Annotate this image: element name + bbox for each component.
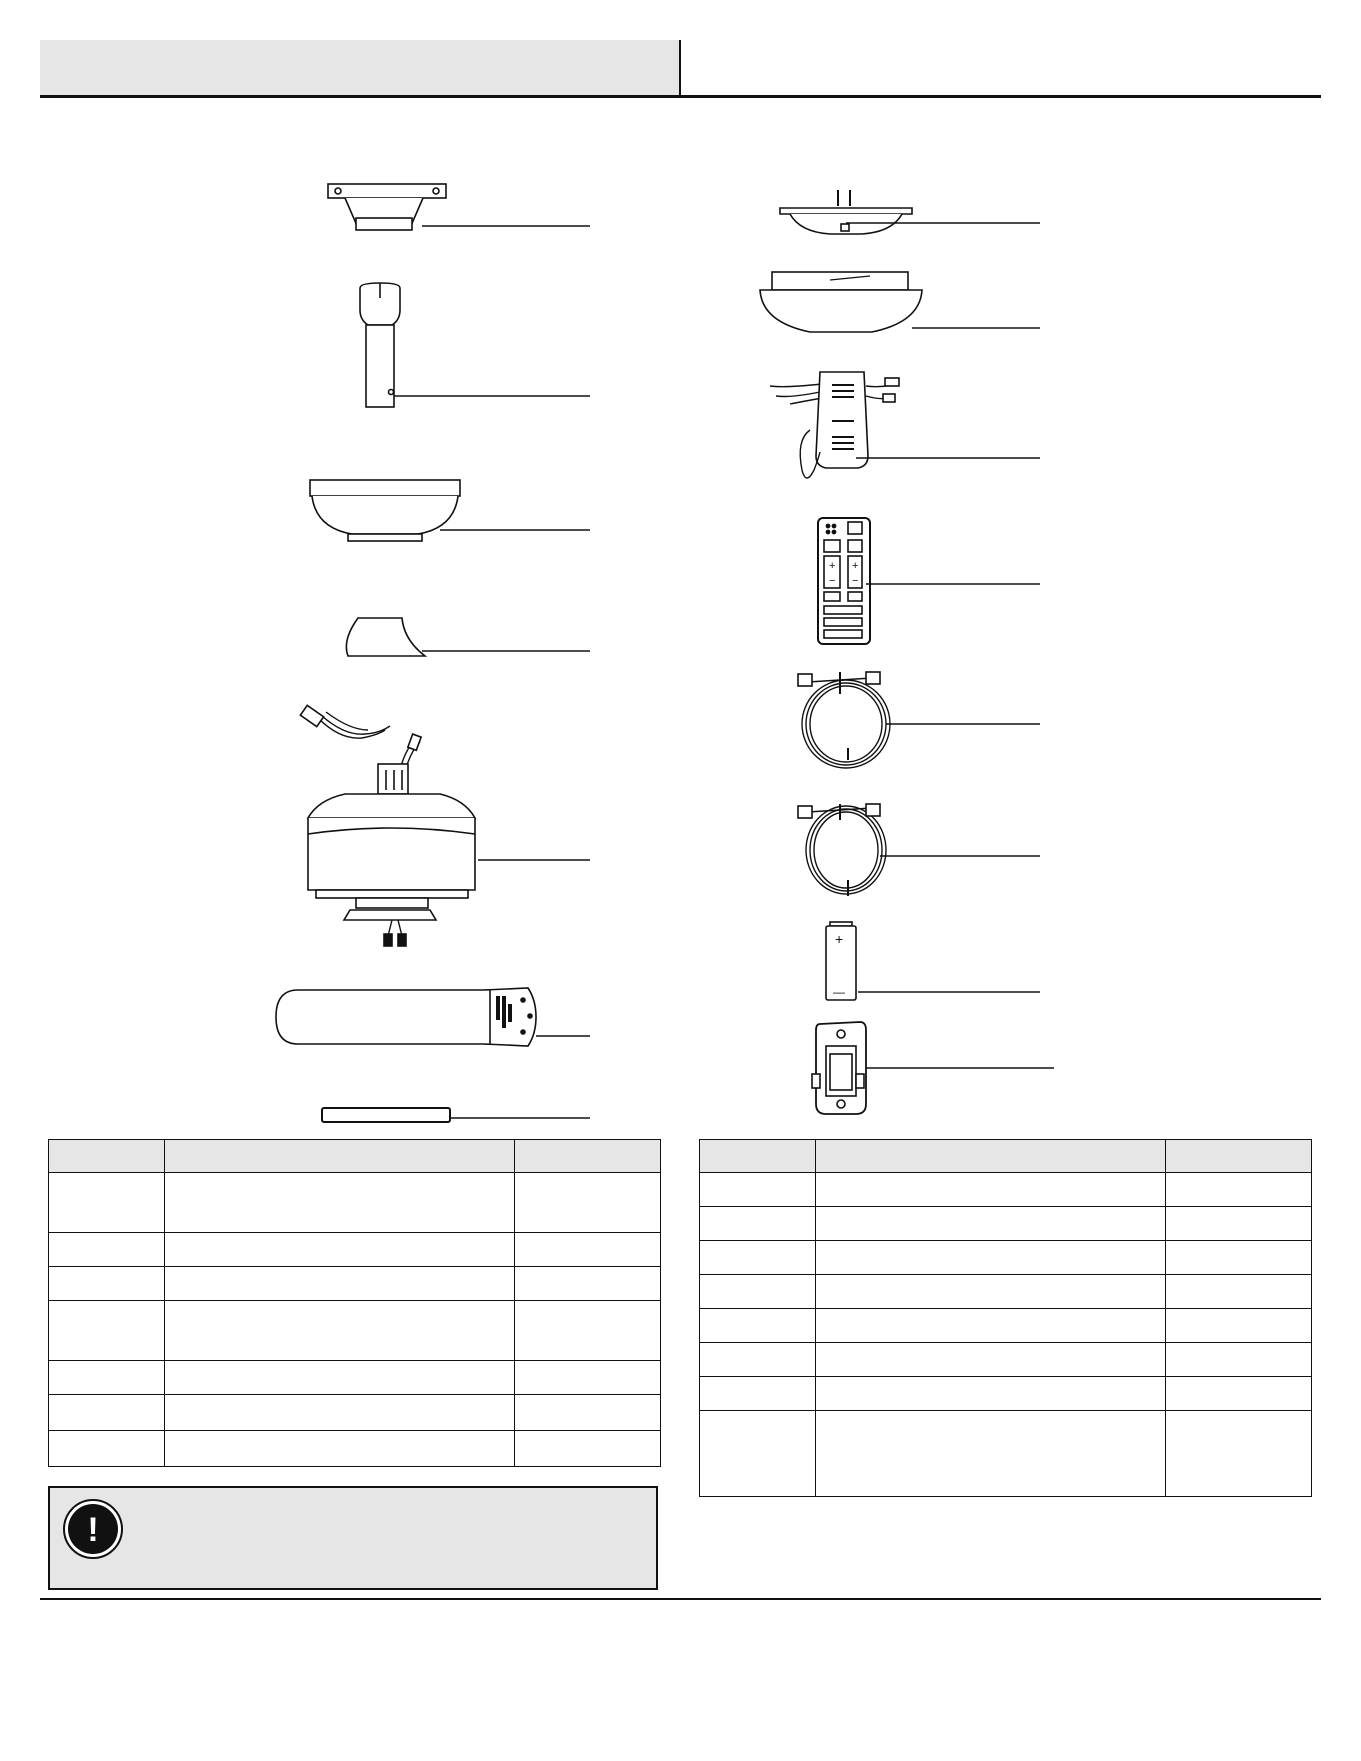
table-cell bbox=[700, 1343, 816, 1377]
table-row bbox=[49, 1173, 661, 1233]
light-kit-plate-illustration bbox=[780, 190, 1040, 234]
table-cell bbox=[515, 1267, 661, 1301]
table-cell bbox=[515, 1301, 661, 1361]
column-header-quantity bbox=[1166, 1140, 1312, 1173]
table-cell bbox=[1166, 1275, 1312, 1309]
remote-holder-illustration bbox=[812, 1022, 1054, 1114]
table-header-row bbox=[700, 1140, 1312, 1173]
table-cell bbox=[816, 1377, 1166, 1411]
mounting-bracket-illustration bbox=[328, 184, 590, 230]
table-cell bbox=[816, 1241, 1166, 1275]
column-header-part bbox=[700, 1140, 816, 1173]
table-cell bbox=[1166, 1411, 1312, 1497]
table-cell bbox=[700, 1207, 816, 1241]
remote-minus-left: − bbox=[829, 575, 836, 587]
table-row bbox=[49, 1361, 661, 1395]
table-row bbox=[49, 1233, 661, 1267]
battery-illustration bbox=[826, 922, 1040, 1000]
battery-plus-label: + bbox=[835, 931, 844, 947]
table-row bbox=[700, 1275, 1312, 1309]
table-cell bbox=[816, 1411, 1166, 1497]
table-cell bbox=[165, 1431, 515, 1467]
table-cell bbox=[700, 1309, 816, 1343]
footer-rule bbox=[40, 1598, 1321, 1600]
canopy-illustration bbox=[310, 480, 590, 541]
table-row bbox=[49, 1395, 661, 1431]
table-cell bbox=[165, 1233, 515, 1267]
table-row bbox=[49, 1431, 661, 1467]
table-cell bbox=[49, 1233, 165, 1267]
table-cell bbox=[1166, 1343, 1312, 1377]
table-row bbox=[49, 1267, 661, 1301]
exclamation-glyph: ! bbox=[87, 1511, 99, 1549]
remote-plus-right: + bbox=[852, 560, 859, 572]
table-cell bbox=[49, 1173, 165, 1233]
table-cell bbox=[515, 1395, 661, 1431]
exclamation-icon bbox=[62, 1498, 124, 1560]
table-cell bbox=[1166, 1207, 1312, 1241]
wire-harness-short-illustration bbox=[798, 804, 1040, 896]
table-cell bbox=[700, 1377, 816, 1411]
table-cell bbox=[1166, 1241, 1312, 1275]
column-header-quantity bbox=[515, 1140, 661, 1173]
table-row bbox=[700, 1343, 1312, 1377]
table-header-row bbox=[49, 1140, 661, 1173]
balancing-kit-illustration bbox=[322, 1108, 590, 1122]
table-cell bbox=[816, 1275, 1166, 1309]
table-cell bbox=[49, 1301, 165, 1361]
table-row bbox=[700, 1241, 1312, 1275]
table-row bbox=[700, 1173, 1312, 1207]
table-cell bbox=[165, 1173, 515, 1233]
coupling-cover-illustration bbox=[346, 618, 590, 656]
table-cell bbox=[165, 1361, 515, 1395]
fan-blade-illustration bbox=[276, 988, 590, 1046]
table-cell bbox=[700, 1241, 816, 1275]
table-cell bbox=[515, 1431, 661, 1467]
remote-control-illustration bbox=[818, 518, 1040, 644]
downrod-illustration bbox=[360, 283, 590, 407]
column-header-description bbox=[816, 1140, 1166, 1173]
table-cell bbox=[1166, 1309, 1312, 1343]
table-cell bbox=[515, 1233, 661, 1267]
table-cell bbox=[515, 1173, 661, 1233]
table-cell bbox=[700, 1411, 816, 1497]
notice-box bbox=[48, 1486, 658, 1590]
remote-plus-left: + bbox=[829, 560, 836, 572]
receiver-illustration bbox=[770, 372, 1040, 478]
table-cell bbox=[165, 1267, 515, 1301]
table-cell bbox=[49, 1267, 165, 1301]
light-cover-illustration bbox=[760, 272, 1040, 332]
table-row bbox=[49, 1301, 661, 1361]
table-cell bbox=[816, 1173, 1166, 1207]
wire-harness-long-illustration bbox=[798, 672, 1040, 768]
table-cell bbox=[1166, 1377, 1312, 1411]
remote-minus-right: − bbox=[852, 575, 859, 587]
parts-table-left bbox=[48, 1139, 661, 1467]
table-row bbox=[700, 1377, 1312, 1411]
column-header-description bbox=[165, 1140, 515, 1173]
table-row bbox=[700, 1309, 1312, 1343]
table-cell bbox=[165, 1395, 515, 1431]
table-cell bbox=[1166, 1173, 1312, 1207]
table-cell bbox=[49, 1431, 165, 1467]
parts-table-right bbox=[699, 1139, 1312, 1497]
table-cell bbox=[49, 1395, 165, 1431]
battery-minus-label: — bbox=[833, 985, 845, 999]
column-header-part bbox=[49, 1140, 165, 1173]
table-cell bbox=[816, 1343, 1166, 1377]
motor-assembly-illustration bbox=[300, 705, 590, 946]
table-cell bbox=[816, 1309, 1166, 1343]
table-cell bbox=[49, 1361, 165, 1395]
table-cell bbox=[816, 1207, 1166, 1241]
table-cell bbox=[700, 1173, 816, 1207]
table-row bbox=[700, 1411, 1312, 1497]
table-row bbox=[700, 1207, 1312, 1241]
table-cell bbox=[515, 1361, 661, 1395]
table-cell bbox=[700, 1275, 816, 1309]
table-cell bbox=[165, 1301, 515, 1361]
